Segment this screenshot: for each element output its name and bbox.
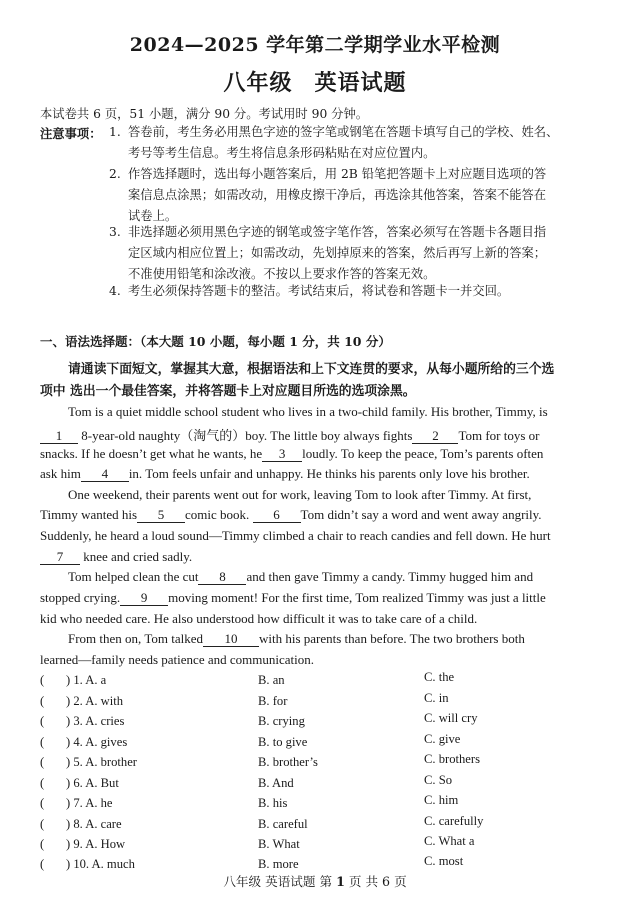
- section-title: 一、语法选择题：（本大题 10 小题，每小题 1 分，共 10 分）: [40, 334, 391, 349]
- notice-line: 试卷上。: [128, 209, 178, 223]
- notice-num: 1.: [109, 125, 121, 139]
- option-c: C. brothers: [424, 752, 480, 766]
- passage-line: 7 knee and cried sadly.: [40, 549, 192, 565]
- answer-paren[interactable]: (: [40, 735, 45, 749]
- option-a: ) 1. A. a: [66, 673, 107, 687]
- blank-6: 6: [253, 508, 301, 523]
- passage-line: One weekend, their parents went out for work, leaving Tom to look after Timmy. At first,: [68, 487, 532, 502]
- notice-line: 答卷前，考生务必用黑色字迹的签字笔或钢笔在答题卡填写自己的学校、姓名、: [128, 125, 559, 139]
- option-b: B. careful: [258, 817, 308, 831]
- notice-item-1: [109, 122, 559, 164]
- page-total: 6: [382, 874, 391, 889]
- option-c: C. him: [424, 793, 459, 807]
- blank-4: 4: [81, 467, 129, 482]
- blank-8: 8: [198, 570, 246, 585]
- option-c: C. carefully: [424, 814, 484, 828]
- answer-paren[interactable]: (: [40, 673, 45, 687]
- exam-title: 2024—2025 学年第二学期学业水平检测: [129, 34, 501, 56]
- option-a: ) 2. A. with: [66, 694, 124, 708]
- notice-line: 定区域内相应位置上；如需改动，先划掉原来的答案，然后再写上新的答案；: [128, 246, 547, 260]
- option-c: C. What a: [424, 834, 475, 848]
- passage-line: kid who needed care. He also understood how difficult it was to take care of a child.: [40, 611, 478, 626]
- option-c: C. in: [424, 691, 449, 705]
- option-a: ) 3. A. cries: [66, 714, 125, 728]
- passage-line: Tom is a quiet middle school student who lives in a two-child family. His brother, Timmy, is: [68, 404, 548, 419]
- subject-label: 英语试题: [314, 70, 407, 96]
- option-b: B. What: [258, 837, 300, 851]
- option-b: B. an: [258, 673, 285, 687]
- exam-subtitle: [0, 66, 630, 97]
- option-b: B. And: [258, 776, 294, 790]
- section-instruction: 项中 选出一个最佳答案，并将答题卡上对应题目所选的选项涂黑。: [40, 384, 416, 399]
- option-a: ) 5. A. brother: [66, 755, 137, 769]
- option-c: C. most: [424, 854, 464, 868]
- notice-label: 注意事项：: [40, 126, 102, 141]
- notice-line: 案信息点涂黑；如需改动，用橡皮擦干净后，再选涂其他答案，答案不能答在: [128, 188, 547, 202]
- blank-5: 5: [137, 508, 185, 523]
- option-c: C. give: [424, 732, 461, 746]
- notice-line: 不准使用铅笔和涂改液。不按以上要求作答的答案无效。: [128, 267, 436, 281]
- option-b: B. crying: [258, 714, 305, 728]
- blank-2: 2: [412, 429, 458, 444]
- option-c: C. will cry: [424, 711, 478, 725]
- blank-3: 3: [262, 447, 302, 462]
- option-b: B. more: [258, 857, 299, 871]
- answer-paren[interactable]: (: [40, 714, 45, 728]
- passage-line: From then on, Tom talked 10 with his parents than before. The two brothers both: [68, 631, 525, 646]
- section-instruction: 请通读下面短文，掌握其大意，根据语法和上下文连贯的要求，从每小题所给的三个选: [68, 362, 555, 377]
- option-b: B. for: [258, 694, 288, 708]
- answer-paren[interactable]: (: [40, 755, 45, 769]
- answer-paren[interactable]: (: [40, 837, 45, 851]
- option-c: C. So: [424, 773, 452, 787]
- passage-line: Suddenly, he heard a loud sound—Timmy climbed a chair to reach candies and fell down. He hurt: [40, 528, 551, 543]
- option-a: ) 10. A. much: [66, 857, 135, 871]
- answer-paren[interactable]: (: [40, 817, 45, 831]
- passage-line: stopped crying. 9 moving moment! For the first time, Tom realized Timmy was just a little: [40, 590, 546, 605]
- blank-1: 1: [40, 429, 78, 444]
- passage-line: 1 8-year-old naughty（淘气的）boy. The little boy always fights 2 Tom for toys or: [40, 425, 540, 444]
- passage-line: Timmy wanted his 5 comic book. 6 Tom didn’t say a word and went away angrily.: [40, 507, 542, 522]
- option-a: ) 9. A. How: [66, 837, 126, 851]
- answer-paren[interactable]: (: [40, 776, 45, 790]
- page-number: 1: [336, 874, 345, 889]
- notice-line: 考生必须保持答题卡的整洁。考试结束后，将试卷和答题卡一并交回。: [128, 284, 510, 298]
- option-a: ) 6. A. But: [66, 776, 119, 790]
- blank-7: 7: [40, 550, 80, 565]
- option-c: C. the: [424, 670, 455, 684]
- option-a: ) 8. A. care: [66, 817, 122, 831]
- option-b: B. to give: [258, 735, 308, 749]
- blank-9: 9: [120, 591, 168, 606]
- notice-line: 作答选择题时，选出每小题答案后，用 2B 铅笔把答题卡上对应题目选项的答: [128, 167, 547, 181]
- option-a: ) 7. A. he: [66, 796, 113, 810]
- answer-paren[interactable]: (: [40, 694, 45, 708]
- notice-num: 2.: [109, 167, 121, 181]
- notice-line: 考号等考生信息。考生将信息条形码粘贴在对应位置内。: [128, 146, 436, 160]
- notice-num: 3.: [109, 225, 121, 239]
- option-b: B. brother’s: [258, 755, 318, 769]
- blank-10: 10: [203, 632, 259, 647]
- option-b: B. his: [258, 796, 288, 810]
- passage-line: Tom helped clean the cut 8 and then gave Timmy a candy. Timmy hugged him and: [68, 569, 534, 584]
- page-footer: 八年级 英语试题 第 1 页 共 6 页: [223, 874, 407, 889]
- answer-paren[interactable]: (: [40, 796, 45, 810]
- notice-item-2: [109, 164, 547, 227]
- notice-item-3: [109, 222, 547, 285]
- passage-line: learned—family needs patience and communication.: [40, 652, 314, 667]
- exam-intro: 本试卷共 6 页，51 小题，满分 90 分。考试用时 90 分钟。: [40, 107, 369, 121]
- answer-paren[interactable]: (: [40, 857, 45, 871]
- notice-item-4: [109, 281, 510, 302]
- option-a: ) 4. A. gives: [66, 735, 128, 749]
- passage-line: ask him 4 in. Tom feels unfair and unhappy. He thinks his parents only love his brother.: [40, 466, 530, 481]
- grade-label: 八年级: [223, 70, 293, 96]
- notice-num: 4.: [109, 284, 121, 298]
- notice-line: 非选择题必须用黑色字迹的钢笔或签字笔作答，答案必须写在答题卡各题目指: [128, 225, 547, 239]
- passage-line: snacks. If he doesn’t get what he wants, he 3 loudly. To keep the peace, Tom’s parents often: [40, 446, 544, 461]
